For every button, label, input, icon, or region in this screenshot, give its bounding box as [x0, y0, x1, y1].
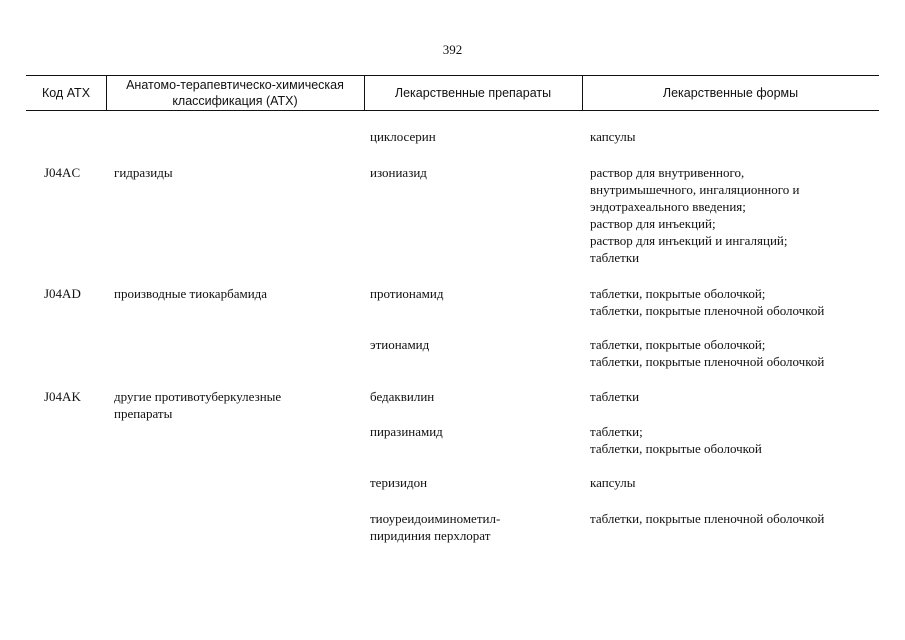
dosage-form-line: таблетки: [590, 250, 640, 265]
header-code: [26, 76, 106, 110]
dosage-form-line: внутримышечного, ингаляционного и: [590, 182, 800, 197]
dosage-form: капсулы: [590, 129, 636, 144]
drug-name: теризидон: [370, 475, 428, 490]
atc-classification: гидразиды: [114, 165, 173, 180]
drug-name: [370, 510, 580, 544]
page-number: 392: [442, 42, 463, 57]
header-code-label: Код АТХ: [41, 86, 91, 100]
drug-name: пиразинамид: [370, 424, 443, 439]
header-forms: [582, 76, 879, 110]
drug-name: этионамид: [370, 337, 430, 352]
atc-code: J04AD: [44, 286, 81, 301]
drug-name: циклосерин: [370, 129, 436, 144]
dosage-form-line: раствор для инъекций и ингаляций;: [590, 233, 788, 248]
drug-name: изониазид: [370, 165, 427, 180]
dosage-form-line: таблетки;: [590, 424, 643, 439]
dosage-form: таблетки, покрытые пленочной оболочкой: [590, 511, 825, 526]
atc-classification-line: другие противотуберкулезные: [114, 389, 282, 404]
atc-code: J04AC: [44, 165, 81, 180]
drug-name-line: тиоуреидоиминометил-: [370, 511, 501, 526]
dosage-forms: [590, 336, 880, 370]
dosage-form-line: таблетки, покрытые пленочной оболочкой: [590, 303, 825, 318]
dosage-forms: [590, 423, 880, 457]
drug-name-line: пиридиния перхлорат: [370, 528, 491, 543]
dosage-forms: [590, 164, 880, 266]
atc-classification: производные тиокарбамида: [114, 286, 268, 301]
drug-name: протионамид: [370, 286, 444, 301]
header-classification-line: классификация (АТХ): [172, 94, 298, 108]
table-header-rule: [26, 110, 879, 111]
atc-classification: [114, 388, 354, 422]
header-classification-line: Анатомо-терапевтическо-химическая: [126, 78, 344, 92]
dosage-form: капсулы: [590, 475, 636, 490]
dosage-form-line: эндотрахеального введения;: [590, 199, 746, 214]
dosage-form-line: раствор для внутривенного,: [590, 165, 745, 180]
atc-code: J04AK: [44, 389, 81, 404]
header-forms-label: Лекарственные формы: [662, 86, 799, 100]
header-drugs: [364, 76, 582, 110]
atc-classification-line: препараты: [114, 406, 173, 421]
header-drugs-label: Лекарственные препараты: [394, 86, 552, 100]
dosage-form-line: таблетки, покрытые оболочкой;: [590, 337, 766, 352]
drug-name: бедаквилин: [370, 389, 435, 404]
dosage-form-line: раствор для инъекций;: [590, 216, 716, 231]
dosage-form-line: таблетки, покрытые пленочной оболочкой: [590, 354, 825, 369]
dosage-form: таблетки: [590, 389, 640, 404]
dosage-forms: [590, 285, 880, 319]
header-classification: [106, 76, 364, 110]
dosage-form-line: таблетки, покрытые оболочкой;: [590, 286, 766, 301]
dosage-form-line: таблетки, покрытые оболочкой: [590, 441, 762, 456]
